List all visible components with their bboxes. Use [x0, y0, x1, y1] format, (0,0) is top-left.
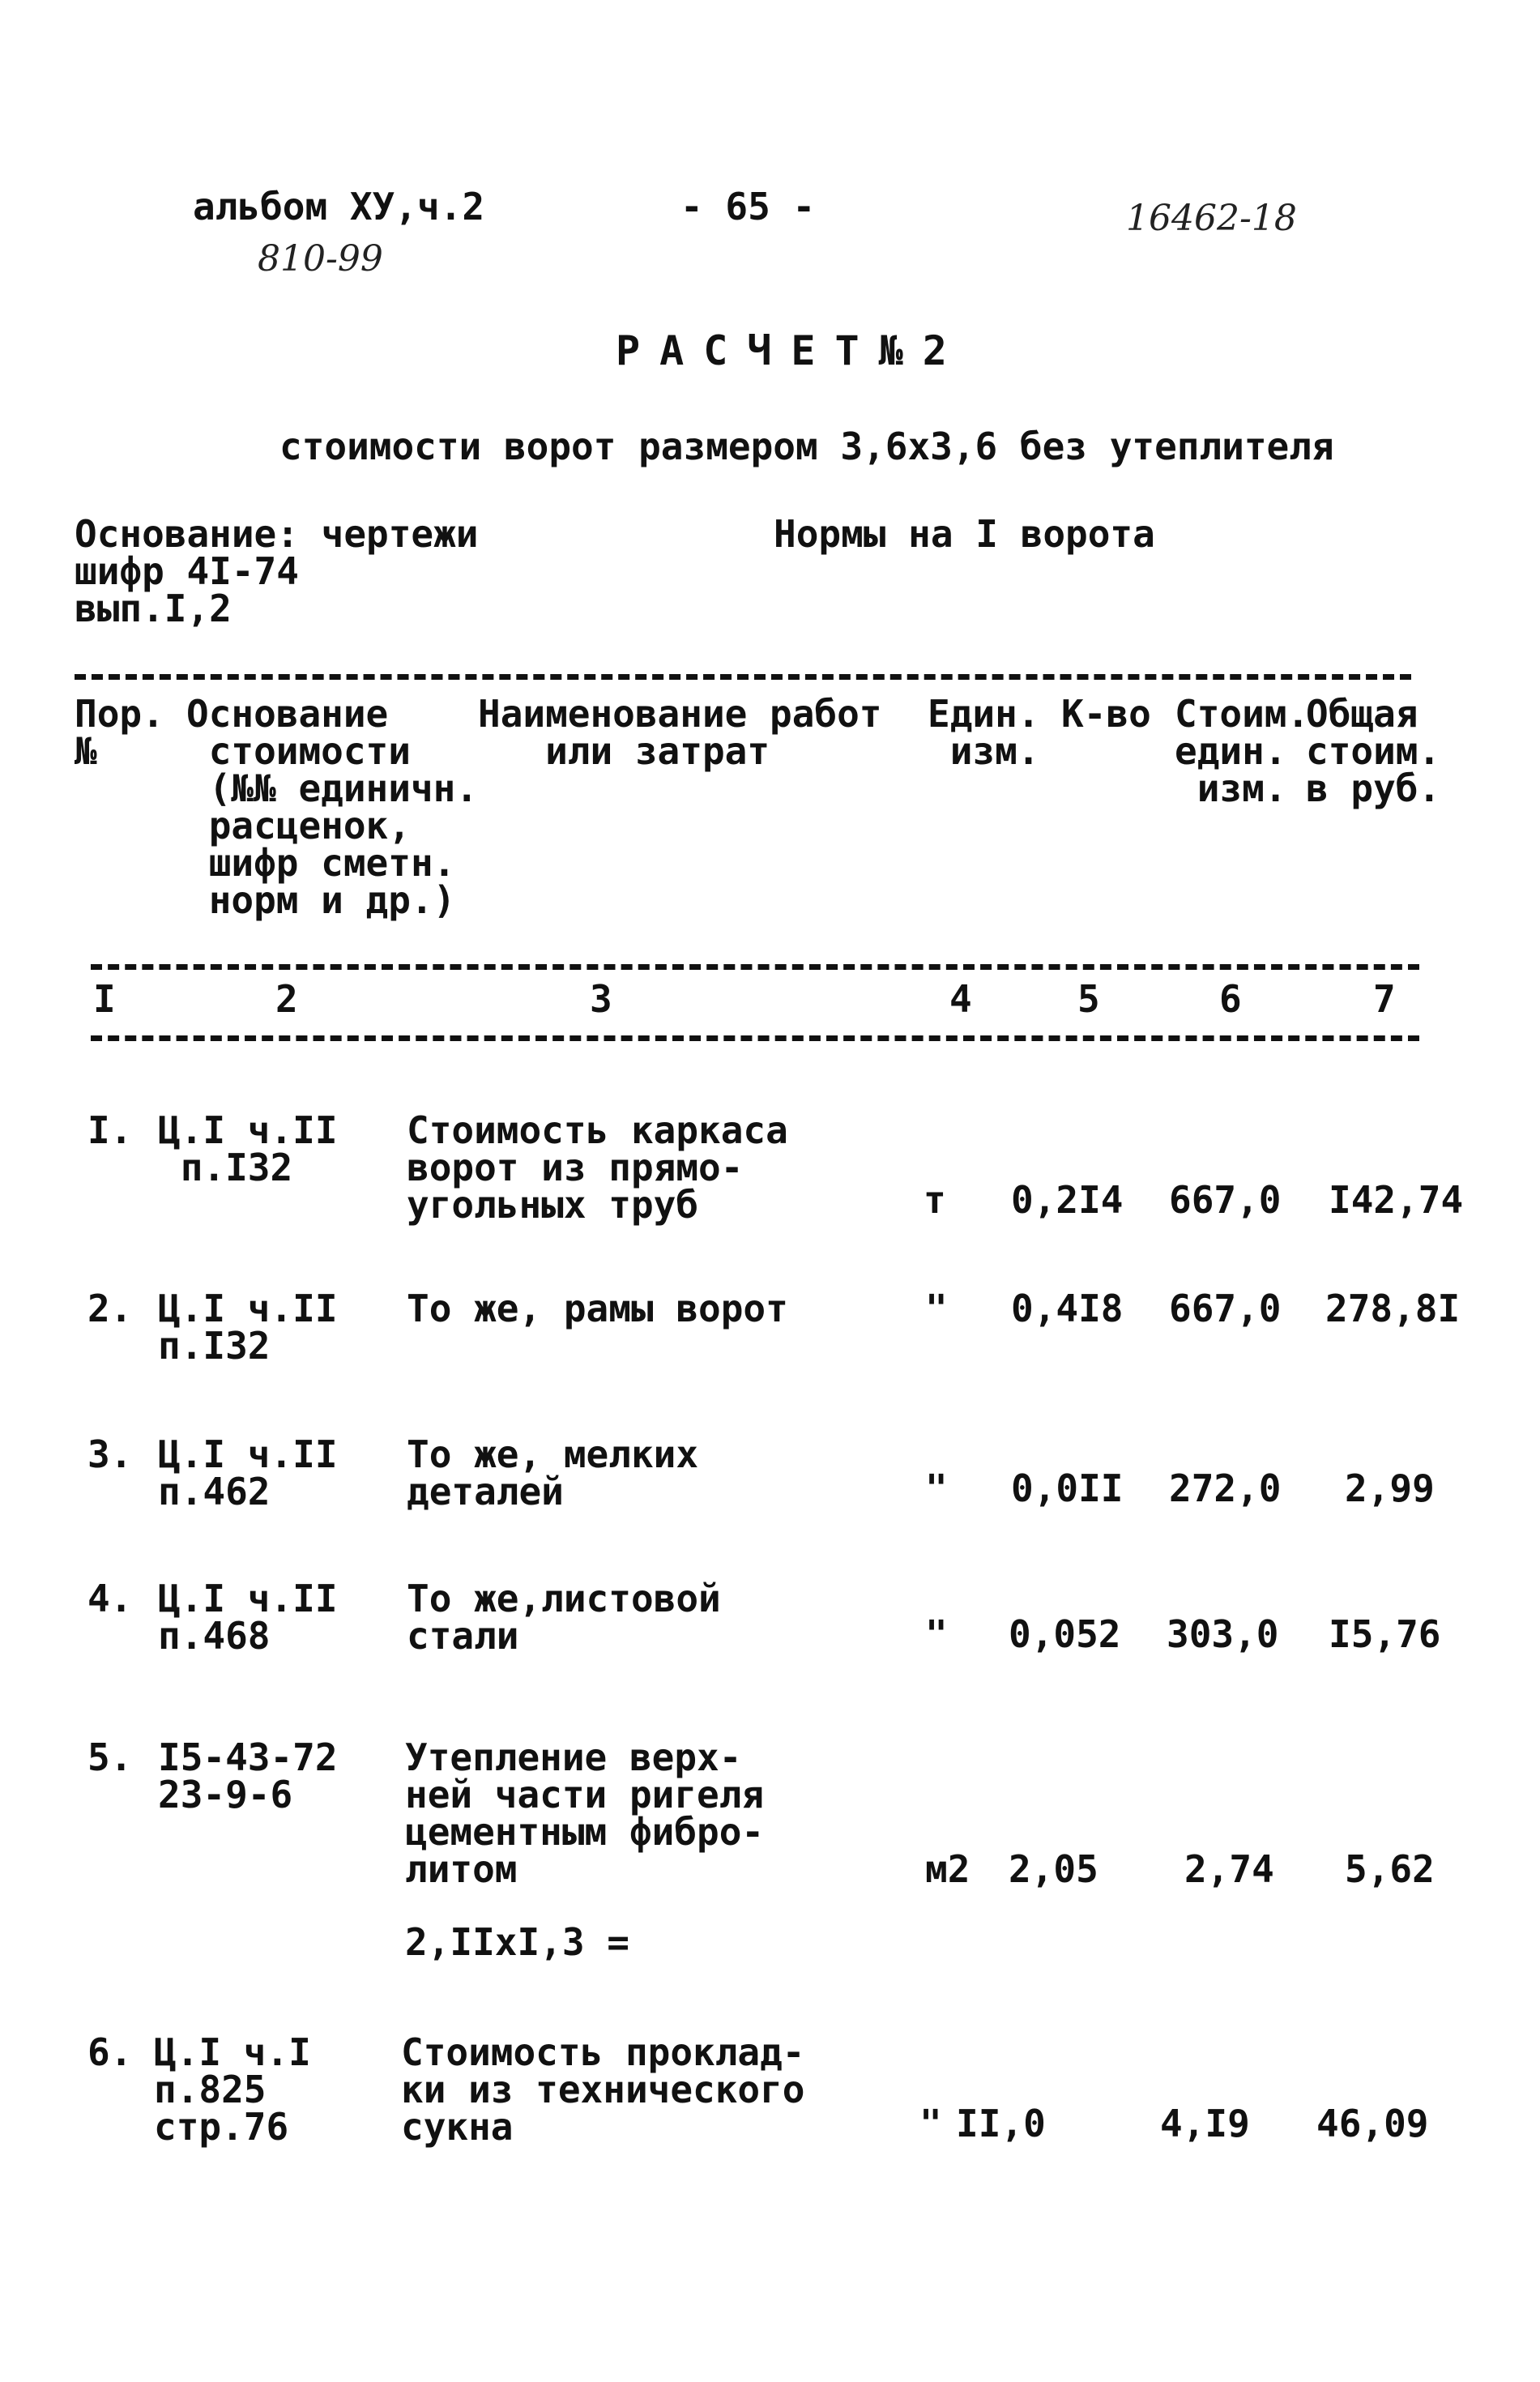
norms-note: Нормы на I ворота [774, 512, 1155, 556]
row-unit: " [925, 1466, 948, 1510]
row-basis: Ц.I ч.I п.825 стр.76 [154, 2030, 311, 2149]
row-number: 5. [87, 1735, 133, 1779]
row-number: I. [87, 1108, 133, 1152]
handwritten-album-number: 810-99 [258, 238, 383, 280]
row-total: 46,09 [1316, 2102, 1429, 2145]
row-quantity: 0,2I4 [1011, 1178, 1124, 1222]
row-total: 5,62 [1345, 1847, 1435, 1891]
numbers-top-divider [91, 964, 1419, 970]
column-header-qty: К-во [1061, 692, 1151, 736]
row-unit-price: 4,I9 [1160, 2102, 1250, 2145]
row-number: 6. [87, 2030, 133, 2074]
column-number-2: 2 [275, 977, 298, 1021]
basis-line-2: шифр 4I-74 [75, 549, 299, 593]
header-top-divider [75, 674, 1411, 680]
document-subtitle: стоимости ворот размером 3,6х3,6 без утеплителя [279, 425, 1334, 468]
column-number-6: 6 [1219, 977, 1242, 1021]
row-work-name: Утепление верх- ней части ригеля цементным фибро- литом [405, 1735, 765, 1891]
column-header-price: Стоим. един. изм. [1175, 692, 1310, 810]
row-quantity: 0,0II [1011, 1466, 1124, 1510]
row-basis: I5-43-72 23-9-6 [158, 1735, 338, 1816]
page-number: - 65 - [680, 185, 816, 228]
column-header-unit: Един. изм. [928, 692, 1040, 773]
row-unit: " [925, 1612, 948, 1656]
row-work-name: Стоимость каркаса ворот из прямо- угольных труб [407, 1108, 788, 1227]
column-number-1: I [93, 977, 116, 1021]
row-unit-price: 2,74 [1184, 1847, 1274, 1891]
document-title: РАСЧЕТ№2 [616, 327, 966, 374]
row-basis: Ц.I ч.II п.I32 [158, 1108, 338, 1189]
column-header-name: Наименование работ или затрат [478, 692, 882, 773]
column-header-number: Пор. № [75, 692, 164, 773]
row-quantity: II,0 [956, 2102, 1046, 2145]
row-unit: м2 [925, 1847, 970, 1891]
row-quantity: 0,052 [1009, 1612, 1121, 1656]
row-work-name: То же, рамы ворот [407, 1287, 788, 1330]
row-total: 2,99 [1345, 1466, 1435, 1510]
basis-line-3: вып.I,2 [75, 587, 232, 630]
row-quantity: 2,05 [1009, 1847, 1098, 1891]
row-unit-price: 667,0 [1169, 1178, 1282, 1222]
row-unit-price: 272,0 [1169, 1466, 1282, 1510]
row-unit: " [919, 2102, 942, 2145]
column-header-total: Общая стоим. в руб. [1306, 692, 1441, 810]
row-unit-price: 303,0 [1167, 1612, 1279, 1656]
row-basis: Ц.I ч.II п.I32 [158, 1287, 338, 1368]
column-number-5: 5 [1077, 977, 1100, 1021]
column-number-3: 3 [590, 977, 612, 1021]
album-reference: альбом ХУ,ч.2 [193, 185, 485, 228]
row-formula: 2,IIxI,3 = [405, 1920, 629, 1964]
basis-line-1: Основание: чертежи [75, 512, 479, 556]
row-total: 278,8I [1325, 1287, 1461, 1330]
row-work-name: То же,листовой стали [407, 1577, 721, 1658]
column-number-4: 4 [949, 977, 972, 1021]
row-number: 2. [87, 1287, 133, 1330]
handwritten-code: 16462-18 [1126, 198, 1297, 239]
row-basis: Ц.I ч.II п.468 [158, 1577, 338, 1658]
numbers-bottom-divider [91, 1035, 1419, 1041]
row-total: I5,76 [1329, 1612, 1441, 1656]
row-unit: т [924, 1178, 946, 1222]
row-work-name: Стоимость проклад- ки из технического сукна [401, 2030, 805, 2149]
row-number: 3. [87, 1432, 133, 1476]
row-number: 4. [87, 1577, 133, 1620]
column-number-7: 7 [1373, 977, 1396, 1021]
row-work-name: То же, мелких деталей [407, 1432, 699, 1513]
row-unit: " [925, 1287, 948, 1330]
row-unit-price: 667,0 [1169, 1287, 1282, 1330]
row-total: I42,74 [1329, 1178, 1464, 1222]
row-basis: Ц.I ч.II п.462 [158, 1432, 338, 1513]
row-quantity: 0,4I8 [1011, 1287, 1124, 1330]
column-header-basis: Основание стоимости (№№ единичн. расценок, шифр сметн. норм и др.) [186, 692, 479, 922]
